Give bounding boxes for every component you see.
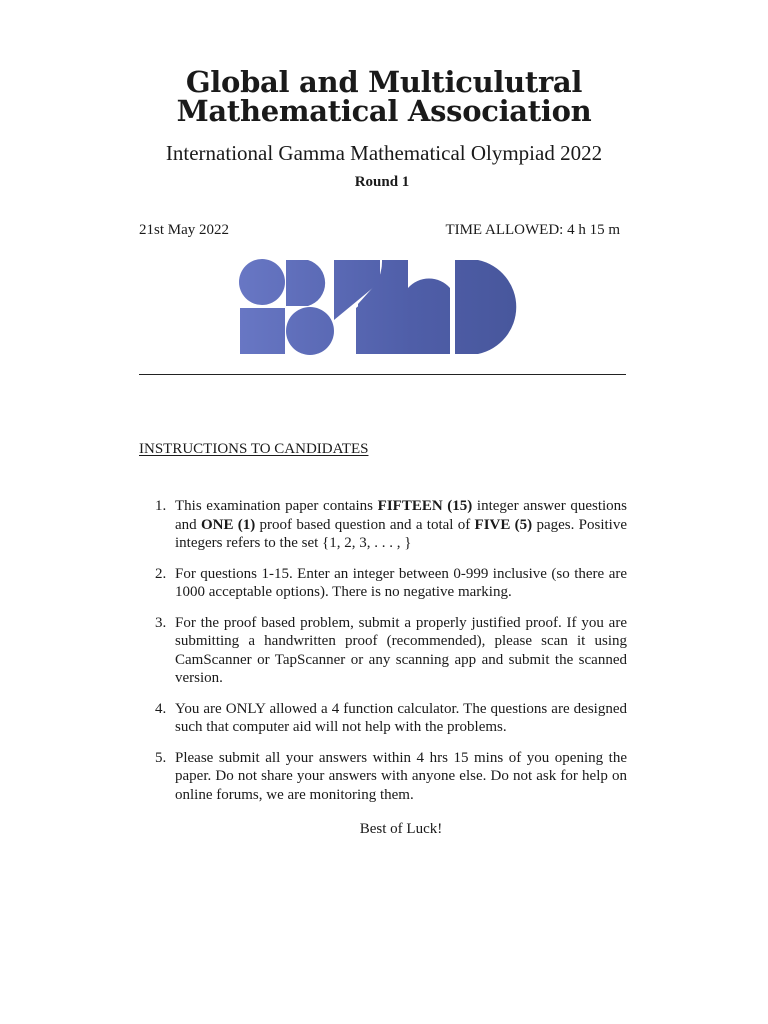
instruction-text: Please submit all your answers within 4 hrs 15 mins of you opening the paper. Do not share your answers with anyone else. Do not ask for help on online forums, we are monitoring them. [175, 749, 627, 803]
instructions-list [140, 497, 627, 816]
instruction-bold-count-pages: FIVE (5) [474, 516, 533, 533]
instruction-item [140, 749, 627, 805]
instruction-number: 2. [155, 565, 167, 582]
logo-g-top [286, 260, 325, 306]
instruction-number: 1. [155, 498, 167, 514]
instruction-number: 3. [155, 614, 167, 631]
instructions-heading: INSTRUCTIONS TO CANDIDATES [139, 441, 369, 457]
instruction-bold-count-integer: FIFTEEN (15) [377, 498, 473, 514]
instruction-number: 5. [155, 749, 167, 766]
instruction-text: For the proof based problem, submit a properly justified proof. If you are submitting a handwritten proof (recommended), please scan it using CamScanner or TapScanner or any scanning app and submit the scanned version. [175, 614, 627, 686]
instruction-text: For questions 1-15. Enter an integer between 0-999 inclusive (so there are 1000 acceptable options). There is no negative marking. [175, 565, 627, 600]
instruction-bold-count-proof: ONE (1) [200, 516, 256, 533]
instruction-text: integer answer questions and [175, 498, 628, 533]
logo-d [455, 260, 516, 354]
instruction-item [140, 565, 627, 602]
instruction-text: You are ONLY allowed a 4 function calculator. The questions are designed such that computer aid will not help with the problems. [175, 700, 627, 735]
instruction-text: This examination paper contains [175, 498, 378, 514]
instruction-item [140, 497, 627, 553]
instruction-item [140, 700, 627, 737]
time-allowed: TIME ALLOWED: 4 h 15 m [445, 222, 620, 238]
title-line-1: Global and Multiculutral [185, 65, 583, 99]
instruction-text: pages. Positive integers refers to the set {1, 2, 3, . . . , } [175, 516, 627, 551]
logo-m-arch [408, 279, 450, 354]
document-title [0, 65, 768, 128]
logo-i-stem [240, 308, 285, 354]
instruction-text: proof based question and a total of [255, 516, 475, 533]
horizontal-rule [139, 374, 626, 375]
logo-g-bottom [286, 307, 334, 355]
exam-date: 21st May 2022 [139, 222, 229, 238]
igmo-logo [238, 258, 528, 356]
closing-message: Best of Luck! [359, 821, 443, 837]
instruction-number: 4. [155, 700, 167, 717]
instruction-item [140, 614, 627, 688]
title-line-2: Mathematical Association [176, 94, 592, 128]
logo-i-dot [239, 259, 285, 305]
round-label: Round 1 [354, 174, 410, 190]
olympiad-name: International Gamma Mathematical Olympiad 2022 [165, 141, 603, 165]
